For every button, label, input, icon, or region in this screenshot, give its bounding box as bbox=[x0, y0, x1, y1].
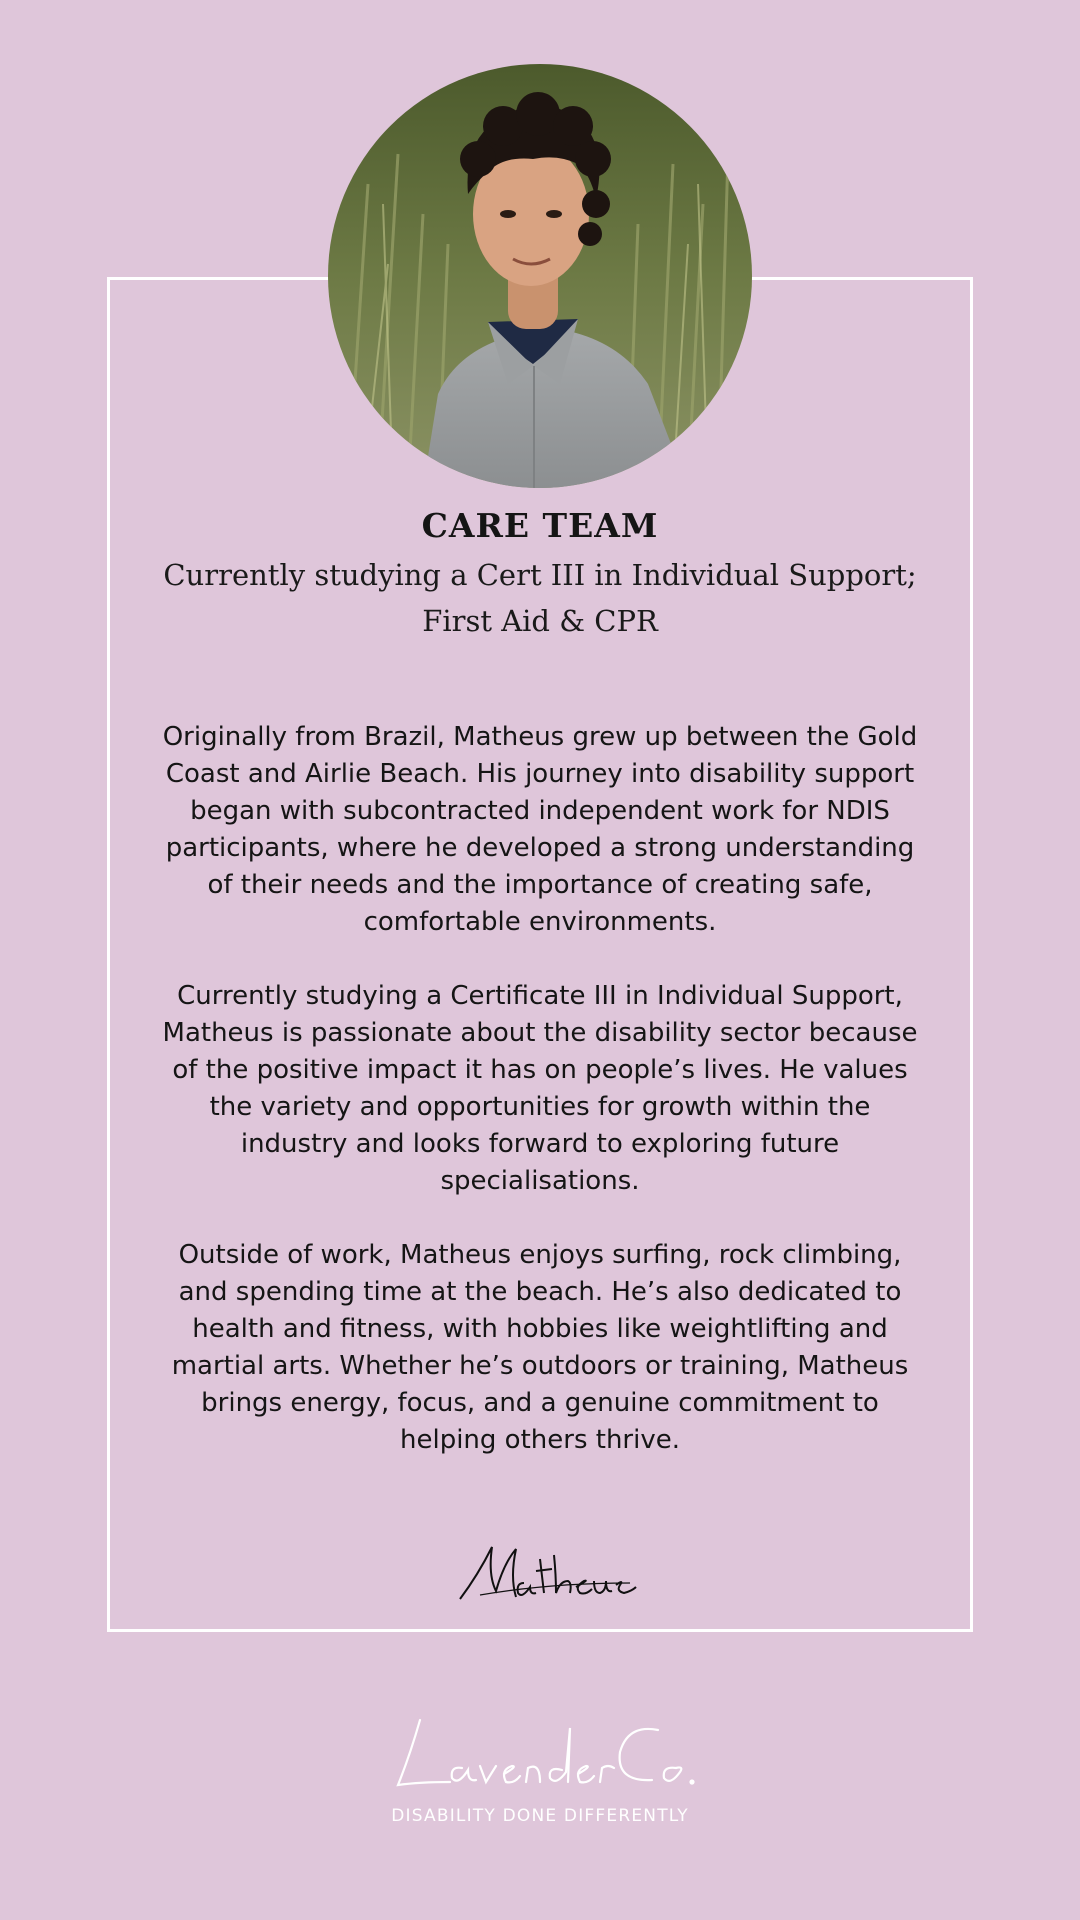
bio-paragraph: Originally from Brazil, Matheus grew up between the Gold Coast and Airlie Beach. His journey into disability support began with subcontracted independent work for NDIS participants, where he developed a strong understanding of their needs and the importance of creating safe, comfortable environments. bbox=[162, 722, 918, 937]
profile-photo bbox=[328, 64, 752, 488]
role-title: CARE TEAM bbox=[421, 506, 659, 545]
signature bbox=[440, 1535, 640, 1615]
bio-paragraph: Currently studying a Certificate III in Individual Support, Matheus is passionate about the disability sector because of the positive impact it has on people’s lives. He values the variety and opportunities for growth within the industry and looks forward to exploring future specialisations. bbox=[162, 981, 918, 1196]
bio-section bbox=[160, 719, 920, 1496]
brand-tagline: DISABILITY DONE DIFFERENTLY bbox=[391, 1806, 689, 1826]
bio-paragraph: Outside of work, Matheus enjoys surfing, rock climbing, and spending time at the beach. He’s also dedicated to health and fitness, with hobbies like weightlifting and martial arts. Whether he’s outdoors or training, Matheus brings energy, focus, and a genuine commitment to helping others thrive. bbox=[171, 1240, 909, 1455]
portrait-illustration bbox=[328, 64, 752, 488]
lavender-co-logo bbox=[380, 1710, 700, 1800]
qualifications-subtitle: Currently studying a Cert III in Individual Support; First Aid & CPR bbox=[163, 558, 917, 638]
